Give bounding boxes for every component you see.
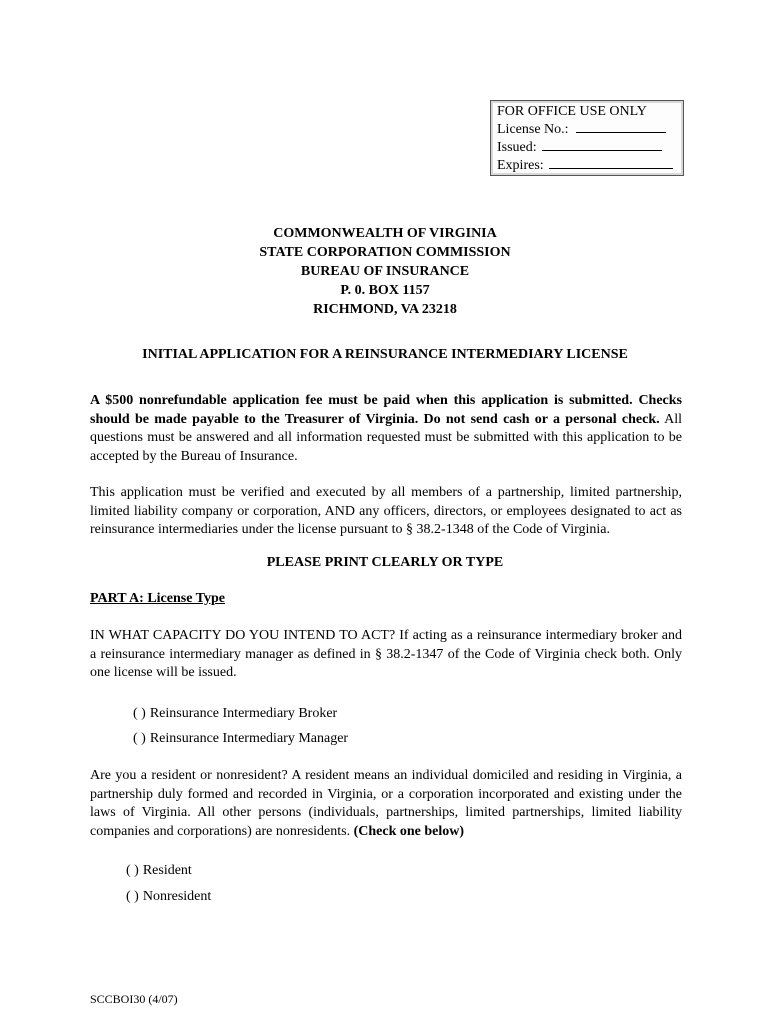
- capacity-question: IN WHAT CAPACITY DO YOU INTEND TO ACT? If acting as a reinsurance intermediary broker and a reinsurance intermediary manager as defined in § 38.2-1347 of the Code of Virginia check both. Only one license will be issued.: [90, 628, 682, 680]
- checkbox-manager[interactable]: ( ): [133, 731, 146, 746]
- option-broker-label: Reinsurance Intermediary Broker: [149, 706, 338, 721]
- expires-label: Expires:: [497, 158, 544, 173]
- option-manager[interactable]: [133, 731, 348, 747]
- residency-question: [90, 767, 682, 841]
- checkbox-nonresident[interactable]: ( ): [126, 889, 139, 904]
- option-broker[interactable]: [133, 706, 337, 722]
- verification-paragraph: This application must be verified and executed by all members of a partnership, limited partnership, limited liability company or corporation, AND any officers, directors, or employees designated to act as reinsurance intermediaries under the license pursuant to § 38.2-1348 of the Code of Virginia.: [90, 485, 682, 537]
- checkbox-resident[interactable]: ( ): [126, 863, 139, 878]
- fee-notice-text: All questions must be answered and all information requested must be submitted with this application to be accepted by the Bureau of Insurance.: [90, 411, 682, 464]
- option-resident-label: Resident: [142, 863, 192, 878]
- form-title: INITIAL APPLICATION FOR A REINSURANCE INTERMEDIARY LICENSE: [142, 347, 628, 362]
- header-line-1: COMMONWEALTH OF VIRGINIA: [273, 226, 497, 241]
- option-nonresident-label: Nonresident: [142, 889, 212, 904]
- issued-field[interactable]: [542, 138, 662, 151]
- expires-field[interactable]: [549, 156, 673, 169]
- header-line-3: BUREAU OF INSURANCE: [300, 264, 470, 279]
- agency-header: [0, 224, 770, 319]
- header-line-2: STATE CORPORATION COMMISSION: [259, 245, 511, 260]
- option-nonresident[interactable]: [126, 889, 211, 905]
- option-resident[interactable]: [126, 863, 192, 879]
- fee-notice-bold: A $500 nonrefundable application fee must be paid when this application is submitted. Checks should be made payable to the Treasurer of Virginia. Do not send cash or a personal check.: [90, 393, 682, 427]
- header-line-4: P. 0. BOX 1157: [340, 283, 430, 298]
- office-use-heading: FOR OFFICE USE ONLY: [497, 104, 647, 119]
- residency-instruction: (Check one below): [353, 823, 465, 839]
- fee-paragraph: [90, 392, 682, 466]
- print-notice: PLEASE PRINT CLEARLY OR TYPE: [266, 555, 504, 570]
- form-code-footer: SCCBOI30 (4/07): [90, 992, 178, 1006]
- license-no-label: License No.:: [497, 122, 569, 137]
- residency-question-text: Are you a resident or nonresident? A resident means an individual domiciled and residing in Virginia, a partnership duly formed and recorded in Virginia, or a corporation incorporated and existing under the laws of Virginia. All other persons (individuals, partnerships, limited partnerships, limited liability companies and corporations) are nonresidents.: [90, 768, 682, 839]
- office-use-box: [490, 100, 684, 176]
- option-manager-label: Reinsurance Intermediary Manager: [149, 731, 349, 746]
- checkbox-broker[interactable]: ( ): [133, 706, 146, 721]
- header-line-5: RICHMOND, VA 23218: [313, 302, 457, 317]
- part-a-heading: PART A: License Type: [90, 591, 225, 606]
- license-no-field[interactable]: [576, 120, 666, 133]
- issued-label: Issued:: [497, 140, 537, 155]
